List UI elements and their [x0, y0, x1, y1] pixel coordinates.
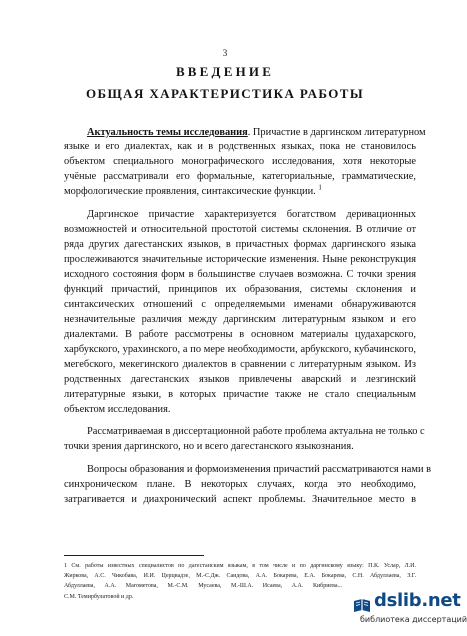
para2-line-14: объектом исследования.: [64, 404, 171, 415]
para2-line-12: родственных дагестанских языков привлечены аварский и лезгинский: [64, 374, 416, 385]
para2-line-10: харбукского, урахинского, а по мере необходимости, арбукского, кубачинского,: [64, 344, 416, 355]
para2-line-3: ряда других дагестанских языков, в причастных формах даргинского языка: [64, 239, 416, 250]
para1-line-3: объектом специального монографического исследования, хотя некоторые: [64, 156, 416, 167]
page-number: 3: [222, 48, 228, 58]
para2-line-4: прослеживаются значительные исторические изменения. Ныне реконструкция: [64, 254, 416, 265]
book-icon: [352, 596, 372, 616]
footnote-line-3: Абдуллаева, А.А. Магометова, М.-С.М. Мусаева, М.-Ш.А. Исаева, А.А. Кибриева...: [64, 583, 342, 589]
para1-line-5-text: морфологические проявления, синтаксические функции.: [64, 186, 316, 197]
para1-line-2: языке и его диалектах, как и в родственных языках, пока не становилось: [64, 141, 416, 152]
relevance-heading: Актуальность темы исследования: [87, 127, 248, 138]
para2-line-7: синтаксических отношений с определяемыми именами обнаруживаются: [64, 299, 416, 310]
para2-line-2: возможностей и относительной простотой системы склонения. В отличие от: [64, 224, 416, 235]
watermark[interactable]: [352, 588, 467, 632]
para4-line-1: Вопросы образования и формоизменения причастий рассматриваются нами в: [87, 464, 432, 475]
subheading-general-characteristics: ОБЩАЯ ХАРАКТЕРИСТИКА РАБОТЫ: [85, 86, 365, 101]
footnote-line-4: С.М. Темирбулатовой и др.: [64, 594, 134, 600]
para2-line-5: исходного состояния форм в большинстве случаев возможна. С точки зрения: [64, 269, 416, 280]
para3-line-1: Рассматриваемая в диссертационной работе проблема актуальна не только с: [87, 426, 425, 437]
para2-line-13: литературные языки, в которых причастие также не стало специальным: [64, 389, 416, 400]
para2-line-11: мегебского, мекегинского диалектов в сравнении с литературным языком. Из: [64, 359, 416, 370]
footnote-divider: [64, 555, 204, 556]
para4-line-2: синхроническом плане. В некоторых случаях, когда это необходимо,: [64, 479, 416, 490]
para4-line-3: затрагивается и диахронический аспект проблемы. Значительное место в: [64, 494, 416, 505]
footnote-reference: 1: [318, 183, 322, 192]
footnote-line-2: Жиркова, А.С. Чикобава, И.И. Церцвадзе, М.-С.Дж. Саидова, А.А. Бокарева, Е.А. Бокарева, С.Н. Абдуллаева, З.Г.: [64, 573, 416, 579]
para2-line-9: диалектами. В работе рассмотрены в основном материалы цудахарского,: [64, 329, 416, 340]
para1-line-4: учёные рассматривали его формальные, категориальные, грамматические,: [64, 171, 416, 182]
watermark-title: dslib.net: [374, 590, 461, 611]
para1-line-1-rest: . Причастие в даргинском литературном: [247, 127, 426, 138]
para1-line-5: [64, 185, 416, 198]
para2-line-1: Даргинское причастие характеризуется богатством деривационных: [87, 209, 416, 220]
para1-line-1: [87, 126, 426, 139]
watermark-subtitle: библиотека диссертаций: [360, 615, 467, 624]
para2-line-6: функций причастий, принципов их образования, системы склонения и: [64, 284, 416, 295]
para3-line-2: точки зрения даргинского, но и всего дагестанского языкознания.: [64, 441, 354, 452]
para2-line-8: незначительные различия между даргинским литературным языком и его: [64, 314, 416, 325]
footnote-line-1: 1 См. работы известных специалистов по дагестанским языкам, в том числе и по даргинскому языку: П.К. Услар, Л.И.: [64, 563, 416, 569]
heading-introduction: ВВЕДЕНИЕ: [175, 64, 275, 79]
